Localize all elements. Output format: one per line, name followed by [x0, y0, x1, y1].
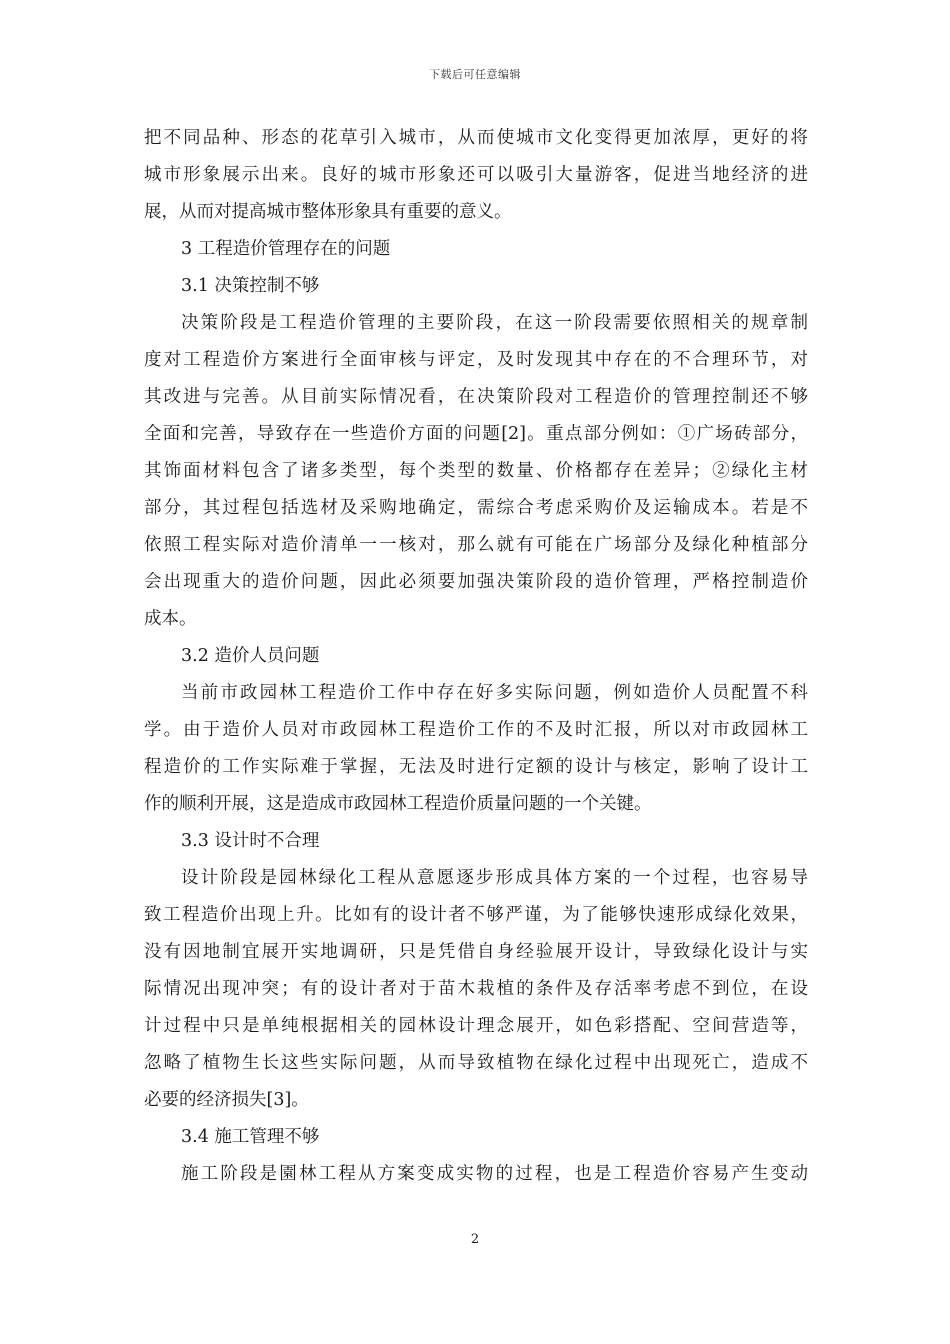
- paragraph-line: 把不同品种、形态的花草引入城市，从而使城市文化变得更加浓厚，更好的将: [144, 128, 808, 148]
- paragraph-line: 其饰面材料包含了诸多类型，每个类型的数量、价格都存在差异；②绿化主材: [144, 461, 808, 481]
- section-heading: 3.3 设计时不合理: [181, 831, 320, 851]
- paragraph-line: 其改进与完善。从目前实际情况看，在决策阶段对工程造价的管理控制还不够: [144, 387, 808, 407]
- page-number: 2: [470, 1232, 480, 1247]
- paragraph-line: 计过程中只是单纯根据相关的园林设计理念展开，如色彩搭配、空间营造等，: [144, 1016, 808, 1036]
- paragraph-line: 施工阶段是園林工程从方案变成实物的过程，也是工程造价容易产生变动: [181, 1164, 808, 1184]
- paragraph-line: 致工程造价出现上升。比如有的设计者不够严谨，为了能够快速形成绿化效果，: [144, 905, 808, 925]
- paragraph-line: 成本。: [144, 609, 197, 629]
- paragraph-line: 部分，其过程包括选材及采购地确定，需综合考虑采购价及运输成本。若是不: [144, 498, 808, 518]
- paragraph-line: 必要的经济损失[3]。: [144, 1090, 309, 1110]
- paragraph-line: 依照工程实际对造价清单一一核对，那么就有可能在广场部分及绿化种植部分: [144, 535, 808, 555]
- section-heading: 3.4 施工管理不够: [181, 1127, 320, 1147]
- paragraph-line: 全面和完善，导致存在一些造价方面的问题[2]。重点部分例如：①广场砖部分，: [144, 424, 808, 444]
- paragraph-line: 设计阶段是园林绿化工程从意愿逐步形成具体方案的一个过程，也容易导: [181, 868, 808, 888]
- document-body: [144, 120, 808, 1193]
- paragraph-line: 展，从而对提高城市整体形象具有重要的意义。: [144, 202, 512, 222]
- paragraph-line: 际情况出现冲突；有的设计者对于苗木栽植的条件及存活率考虑不到位，在设: [144, 979, 808, 999]
- header-note: 下载后可任意编辑: [429, 68, 521, 81]
- section-heading: 3.1 决策控制不够: [181, 276, 320, 296]
- section-heading: 3 工程造价管理存在的问题: [181, 239, 391, 259]
- paragraph-line: 城市形象展示出来。良好的城市形象还可以吸引大量游客，促进当地经济的进: [144, 165, 808, 185]
- paragraph-line: 程造价的工作实际难于掌握，无法及时进行定额的设计与核定，影响了设计工: [144, 757, 808, 777]
- paragraph-line: 当前市政园林工程造价工作中存在好多实际问题，例如造价人员配置不科: [181, 683, 808, 703]
- paragraph-line: 学。由于造价人员对市政园林工程造价工作的不及时汇报，所以对市政园林工: [144, 720, 808, 740]
- section-heading: 3.2 造价人员问题: [181, 646, 320, 666]
- paragraph-line: 忽略了植物生长这些实际问题，从而导致植物在绿化过程中出现死亡，造成不: [144, 1053, 808, 1073]
- paragraph-line: 会出现重大的造价问题，因此必须要加强决策阶段的造价管理，严格控制造价: [144, 572, 808, 592]
- paragraph-line: 作的顺利开展，这是造成市政园林工程造价质量问题的一个关键。: [144, 794, 652, 814]
- paragraph-line: 决策阶段是工程造价管理的主要阶段，在这一阶段需要依照相关的规章制: [181, 313, 808, 333]
- paragraph-line: 没有因地制宜展开实地调研，只是凭借自身经验展开设计，导致绿化设计与实: [144, 942, 808, 962]
- paragraph-line: 度对工程造价方案进行全面审核与评定，及时发现其中存在的不合理环节，对: [144, 350, 808, 370]
